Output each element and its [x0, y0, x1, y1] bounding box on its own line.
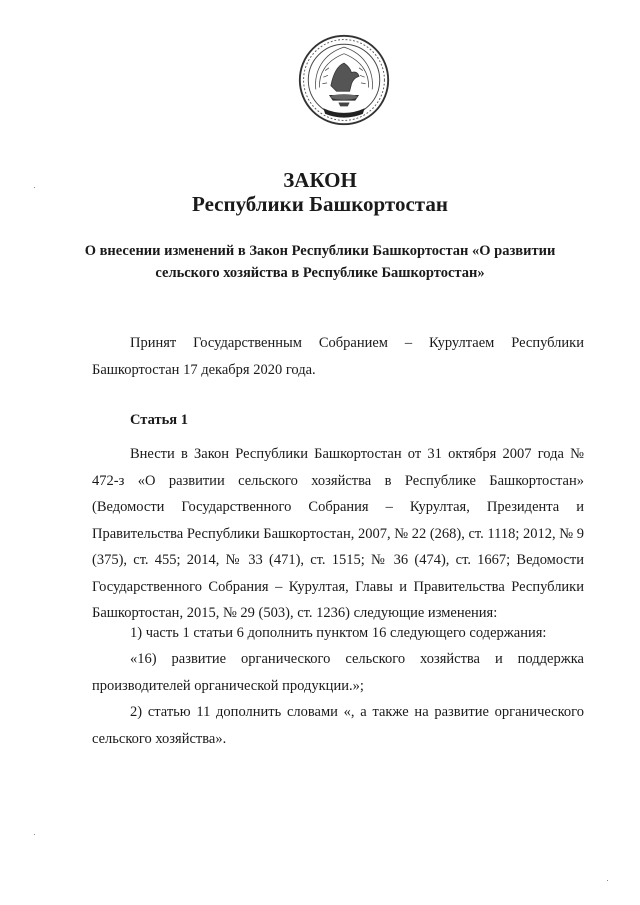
adoption-statement: Принят Государственным Собранием – Курултаем Республики Башкортостан 17 декабря 2020 года.	[92, 335, 584, 378]
article-intro-paragraph: Внести в Закон Республики Башкортостан от 31 октября 2007 года № 472-з «О развитии сельского хозяйства в Республике Башкортостан» (Ведомости Государственного Собрания – Курултая, Президента и Правительства Республики Башкортостан, 2007, № 22 (268), ст. 1118; 2012, № 9 (375), ст. 455; 2014, № 33 (471), ст. 1515; № 36 (474), ст. 1667; Ведомости Государственного Собрания – Курултая, Главы и Правительства Республики Башкортостан, 2015, № 29 (503), ст. 1236) следующие изменения:	[92, 446, 584, 621]
law-subject-line-2: сельского хозяйства в Республике Башкортостан»	[155, 265, 485, 281]
scan-speck	[607, 880, 608, 881]
amendment-item-1-quote: «16) развитие органического сельского хозяйства и поддержка производителей органической продукции.»;	[92, 651, 584, 694]
scan-speck	[34, 834, 35, 835]
scan-speck	[34, 187, 35, 188]
article-heading: Статья 1	[130, 412, 188, 428]
amendment-item-2: 2) статью 11 дополнить словами «, а также на развитие органического сельского хозяйства».	[92, 704, 584, 747]
document-type-title: ЗАКОН	[283, 168, 357, 192]
law-subject-line-1: О внесении изменений в Закон Республики Башкортостан «О развитии	[84, 243, 556, 259]
issuer-title: Республики Башкортостан	[192, 192, 448, 216]
amendment-item-1: 1) часть 1 статьи 6 дополнить пунктом 16 следующего содержания:	[130, 625, 547, 641]
coat-of-arms-icon	[297, 33, 391, 127]
